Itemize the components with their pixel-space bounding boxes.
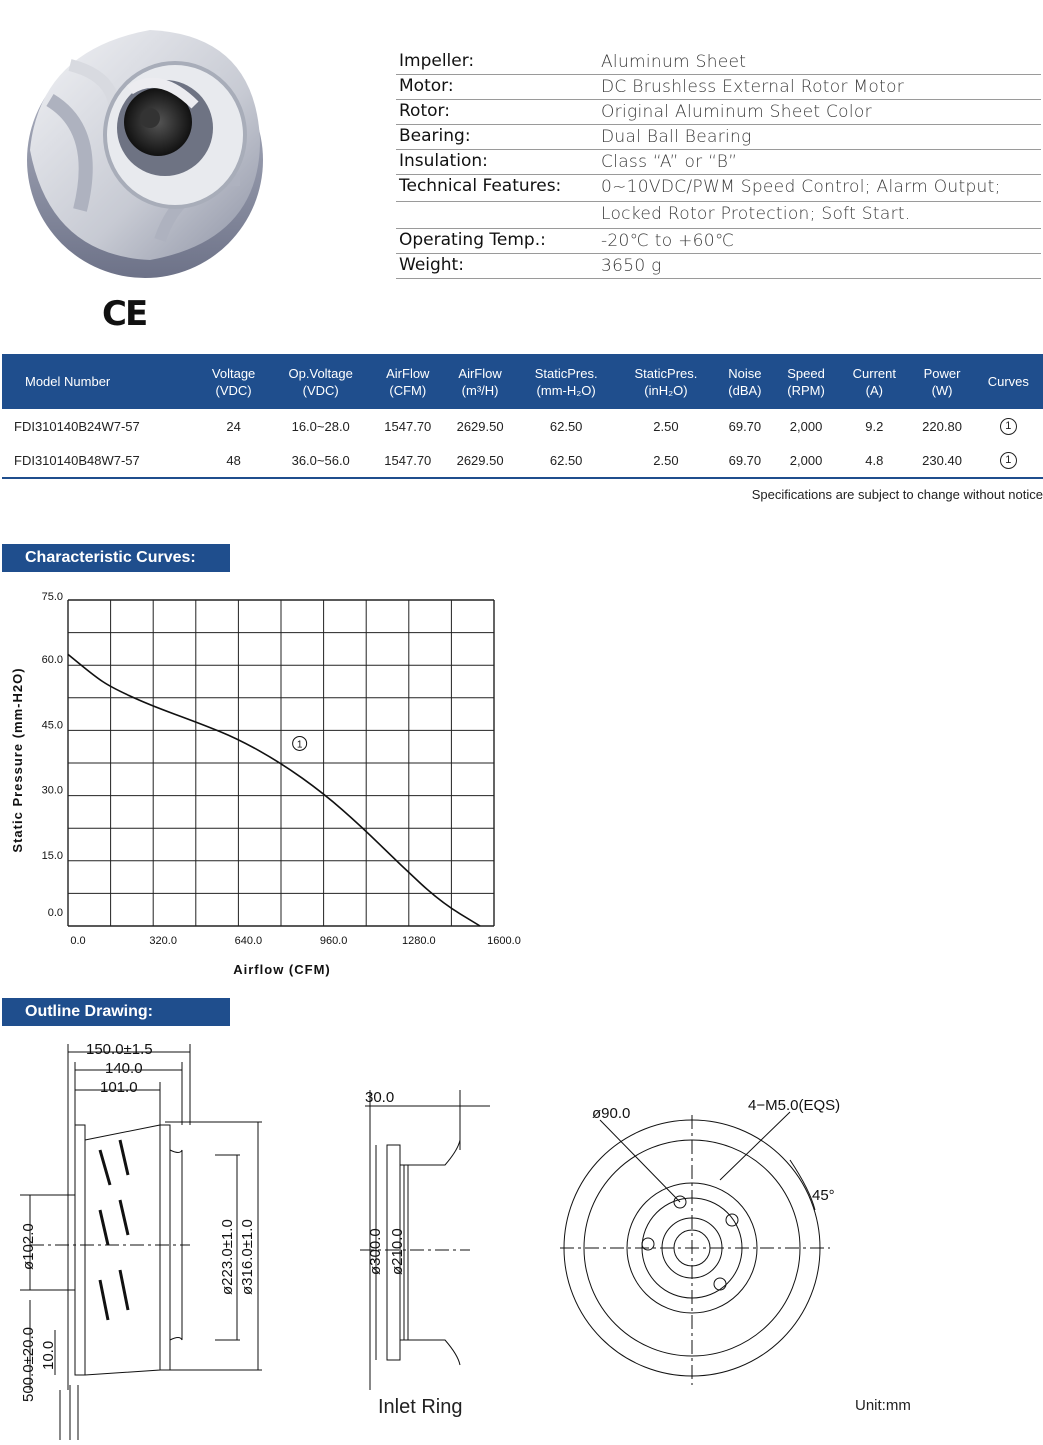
spec-value: Locked Rotor Protection; Soft Start. — [601, 204, 911, 224]
header-text: Op.Voltage — [288, 365, 353, 381]
spec-label: Operating Temp.: — [399, 230, 546, 250]
front-view-drawing — [560, 1112, 830, 1385]
characteristic-curve-chart — [0, 585, 540, 985]
dim-140: 140.0 — [105, 1060, 143, 1077]
cell-curves — [974, 443, 1043, 478]
dim-45: 45° — [812, 1187, 835, 1204]
cell-static-in: 2.50 — [653, 418, 679, 434]
chart-x-ticks — [70, 935, 520, 947]
cell-noise: 69.70 — [728, 418, 762, 434]
header-text: Curves — [987, 374, 1029, 389]
cell-voltage: 24 — [226, 418, 241, 434]
header-unit: (m³/H) — [461, 382, 499, 398]
dim-10: 10.0 — [40, 1340, 57, 1370]
chart-curve-marker-label: 1 — [296, 739, 303, 751]
spec-label: Technical Features: — [399, 176, 562, 196]
cell-power: 220.80 — [922, 418, 962, 434]
chart-x-tick-label: 1600.0 — [487, 935, 521, 947]
spec-value: Dual Ball Bearing — [601, 127, 752, 147]
curve-number-badge: 1 — [1000, 418, 1017, 435]
header-unit: (RPM) — [787, 382, 825, 398]
dim-phi223: ø223.0±1.0 — [219, 1219, 236, 1295]
spec-table — [2, 354, 1043, 479]
header-static-mm — [516, 354, 616, 409]
chart-x-tick-label: 960.0 — [319, 935, 348, 947]
cell-static-in: 2.50 — [616, 443, 716, 478]
chart-series-line — [68, 654, 480, 926]
chart-y-tick-label: 45.0 — [41, 719, 63, 732]
table-row — [2, 443, 1043, 478]
spec-value: Original Aluminum Sheet Color — [601, 102, 872, 122]
unit-label: Unit:mm — [855, 1397, 911, 1414]
chart-curve-marker — [293, 736, 307, 750]
dim-150: 150.0±1.5 — [86, 1041, 153, 1058]
spec-value: DC Brushless External Rotor Motor — [601, 77, 905, 97]
dim-phi316: ø316.0±1.0 — [239, 1219, 256, 1295]
dimension-labels — [20, 1041, 840, 1402]
spec-label: Insulation: — [399, 151, 488, 171]
header-unit: (VDC) — [302, 382, 339, 398]
chart-y-tick-label: 15.0 — [41, 849, 63, 862]
cell-airflow-m3h: 2629.50 — [456, 418, 504, 434]
cell-model: FDI310140B48W7-57 — [2, 443, 197, 478]
cell-op-voltage: 16.0~28.0 — [291, 418, 350, 434]
cell-op-voltage: 36.0~56.0 — [270, 443, 372, 478]
chart-x-tick-label: 0.0 — [70, 935, 86, 947]
cell-voltage: 48 — [197, 443, 269, 478]
header-text: StaticPres. — [634, 365, 698, 381]
header-speed — [774, 354, 838, 409]
spec-row — [396, 50, 1041, 75]
header-airflow-m3h — [444, 354, 516, 409]
dim-500: 500.0±20.0 — [20, 1327, 37, 1402]
cell-airflow-cfm: 1547.70 — [384, 418, 432, 434]
cell-curves — [974, 409, 1043, 443]
spec-label: Impeller: — [399, 51, 475, 71]
section-header-outline: Outline Drawing: — [2, 998, 230, 1026]
header-text: Model Number — [25, 374, 111, 389]
spec-row — [396, 229, 1041, 254]
spec-label: Weight: — [399, 255, 464, 275]
cell-airflow-cfm: 1547.70 — [372, 443, 444, 478]
cell-current: 4.8 — [838, 443, 910, 478]
header-noise — [716, 354, 774, 409]
chart-y-tick-label: 0.0 — [47, 907, 63, 919]
header-text: AirFlow — [458, 365, 502, 381]
spec-notice: Specifications are subject to change without notice — [751, 487, 1043, 502]
inlet-ring-label: Inlet Ring — [378, 1396, 463, 1418]
dim-m5: 4−M5.0(EQS) — [748, 1097, 841, 1114]
header-unit: (VDC) — [215, 382, 252, 398]
curve-number-badge: 1 — [1000, 452, 1017, 469]
header-text: AirFlow — [386, 365, 430, 381]
spec-row — [396, 175, 1041, 202]
cell-static-mm: 62.50 — [516, 443, 616, 478]
header-voltage — [197, 354, 269, 409]
spec-value: 0~10VDC/PWM Speed Control; Alarm Output; — [601, 177, 1001, 197]
spec-row — [396, 100, 1041, 125]
header-unit: (A) — [865, 382, 883, 398]
cell-power: 230.40 — [910, 443, 973, 478]
spec-label: Motor: — [399, 76, 454, 96]
header-airflow-cfm — [372, 354, 444, 409]
header-current — [838, 354, 910, 409]
header-text: Current — [852, 365, 896, 381]
dim-phi102: ø102.0 — [20, 1223, 37, 1270]
cell-speed: 2,000 — [789, 418, 823, 434]
header-static-in — [616, 354, 716, 409]
outline-drawing — [0, 1030, 1043, 1445]
header-power — [910, 354, 973, 409]
spec-row — [396, 202, 1041, 229]
spec-row — [396, 150, 1041, 175]
dim-30: 30.0 — [365, 1089, 395, 1106]
header-text: Voltage — [211, 365, 256, 381]
spec-value: 3650 g — [601, 256, 662, 276]
chart-y-axis-label: Static Pressure (mm-H2O) — [10, 667, 25, 853]
header-text: StaticPres. — [534, 365, 598, 381]
dim-phi210: ø210.0 — [389, 1228, 406, 1275]
header-unit: (dBA) — [728, 382, 762, 398]
chart-y-tick-label: 60.0 — [41, 654, 63, 667]
header-unit: (mm-H₂O) — [536, 382, 596, 398]
spec-row — [396, 75, 1041, 100]
spec-value: Aluminum Sheet — [601, 52, 747, 72]
chart-x-tick-label: 1280.0 — [401, 935, 436, 947]
header-text: Power — [923, 365, 961, 381]
chart-x-tick-label: 640.0 — [234, 935, 263, 947]
chart-y-tick-label: 30.0 — [41, 784, 63, 797]
fan-product-image — [10, 10, 270, 282]
chart-y-tick-label: 75.0 — [41, 591, 63, 603]
spec-label: Bearing: — [399, 126, 471, 146]
cell-airflow-m3h: 2629.50 — [444, 443, 516, 478]
cell-speed: 2,000 — [774, 443, 838, 478]
header-model — [2, 354, 197, 409]
section-header-curves: Characteristic Curves: — [2, 544, 230, 572]
chart-y-ticks — [42, 591, 63, 919]
dim-phi300: ø300.0 — [367, 1228, 384, 1275]
spec-value: -20℃ to +60℃ — [601, 231, 735, 251]
header-op-voltage — [270, 354, 372, 409]
chart-x-tick-label: 320.0 — [149, 935, 177, 947]
ce-certification-mark: CE — [102, 294, 147, 334]
dim-101: 101.0 — [100, 1079, 138, 1096]
table-header-row — [2, 354, 1043, 409]
cell-static-mm: 62.50 — [549, 418, 583, 434]
header-text: Speed — [787, 365, 825, 381]
cell-model: FDI310140B24W7-57 — [14, 418, 140, 434]
spec-label: Rotor: — [399, 101, 450, 121]
chart-x-axis-label: Airflow (CFM) — [233, 962, 331, 977]
table-row — [2, 409, 1043, 443]
header-unit: (CFM) — [389, 382, 427, 398]
dim-phi90: ø90.0 — [592, 1105, 631, 1122]
spec-list — [396, 50, 1041, 279]
spec-row — [396, 254, 1041, 279]
cell-noise: 69.70 — [716, 443, 774, 478]
header-unit: (W) — [931, 382, 953, 398]
header-curves — [974, 354, 1043, 409]
spec-row — [396, 125, 1041, 150]
header-unit: (inH₂O) — [644, 382, 688, 398]
header-text: Noise — [728, 365, 762, 381]
cell-current: 9.2 — [865, 418, 884, 434]
spec-value: Class “A” or “B” — [601, 152, 738, 172]
